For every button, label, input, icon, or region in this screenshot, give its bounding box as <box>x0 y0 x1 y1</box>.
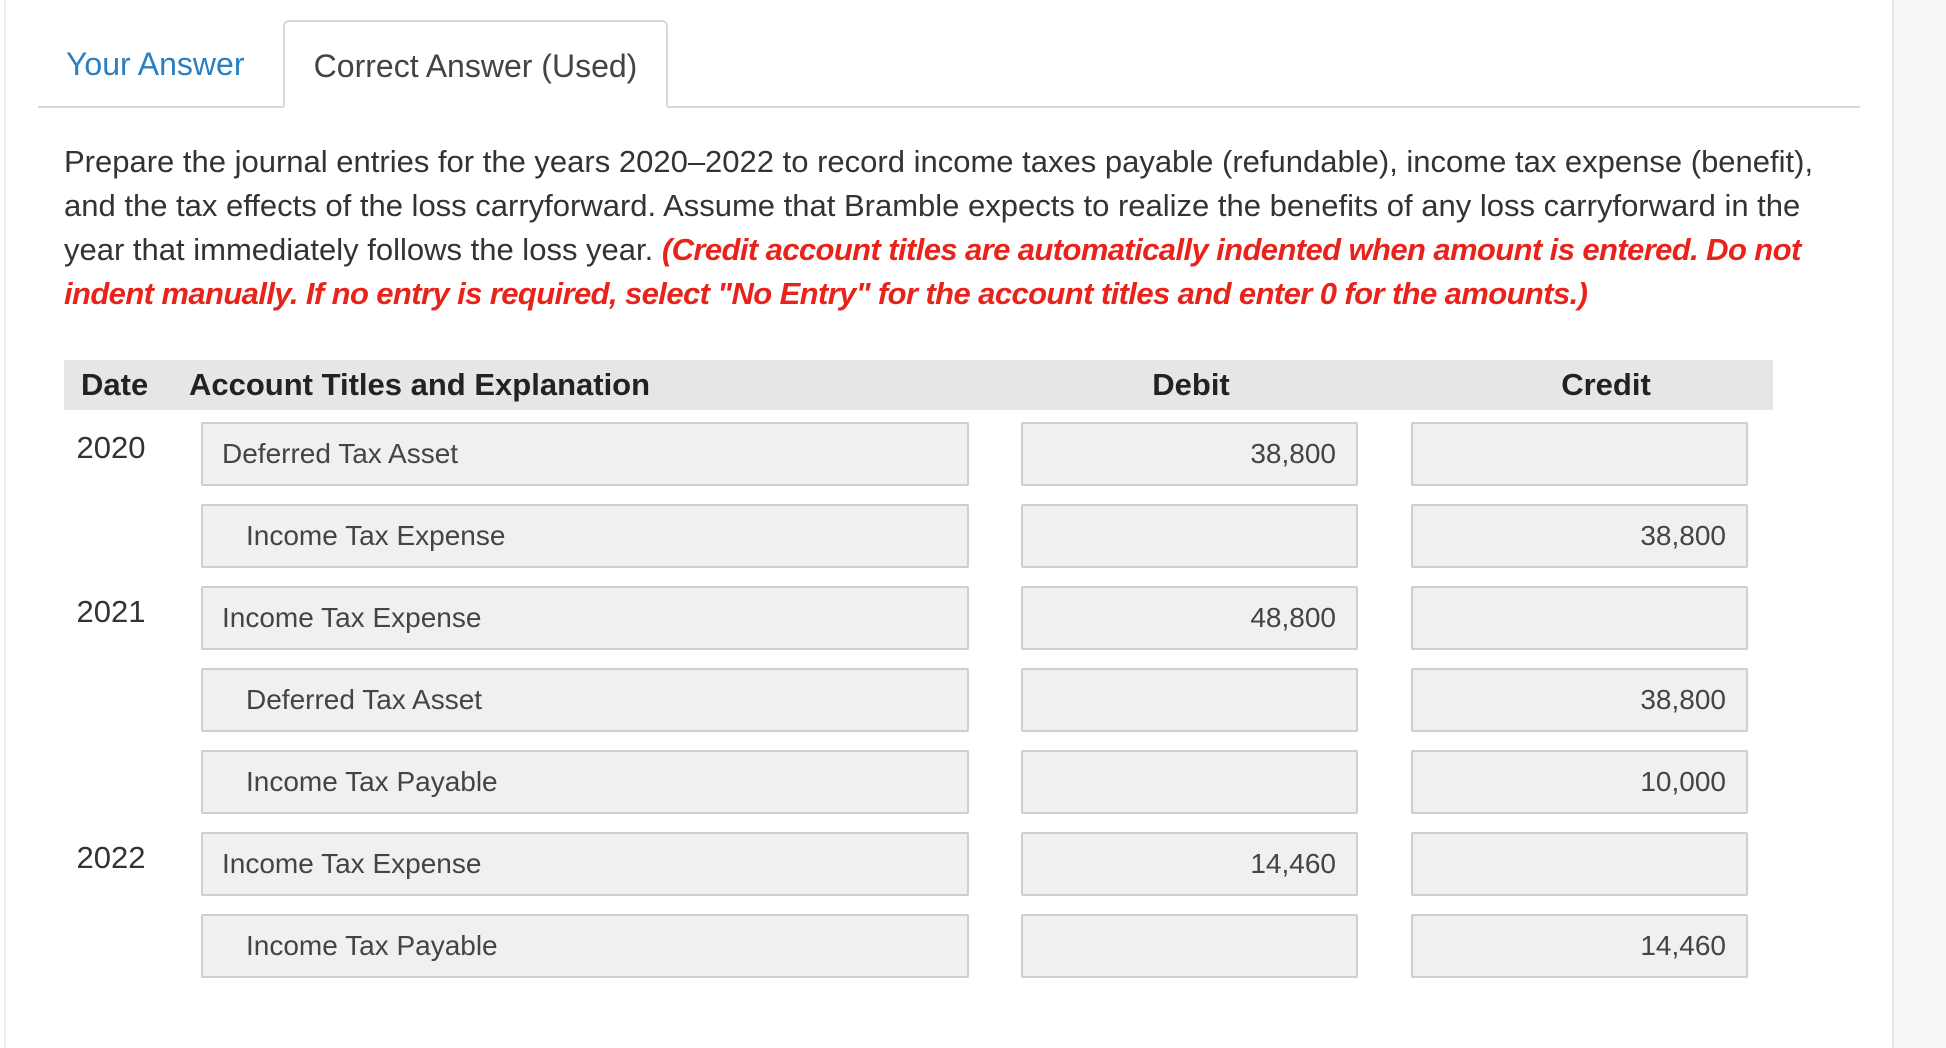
tab-correct-answer[interactable]: Correct Answer (Used) <box>283 20 668 108</box>
debit-amount-field[interactable]: 14,460 <box>1021 832 1358 896</box>
entry-date: 2020 <box>76 430 146 465</box>
debit-amount-field[interactable] <box>1021 504 1358 568</box>
left-border <box>4 0 6 1048</box>
instructions-text: Prepare the journal entries for the years 2020–2022 to record income taxes payable (refundable), income tax expense (benefit), and the tax effects of the loss carryforward. Assume that Bramble expects to realize the benefits of any loss carryforward in the year that immediately follows the loss year. <box>64 144 1814 267</box>
debit-amount-field[interactable] <box>1021 914 1358 978</box>
entry-date: 2021 <box>76 594 146 629</box>
credit-amount-field[interactable] <box>1411 422 1748 486</box>
account-title-field[interactable]: Income Tax Payable <box>201 914 969 978</box>
credit-column-header: Credit <box>1561 367 1651 402</box>
debit-amount-field[interactable] <box>1021 668 1358 732</box>
right-side-panel <box>1892 0 1946 1048</box>
debit-amount-field[interactable]: 38,800 <box>1021 422 1358 486</box>
account-title-field[interactable]: Income Tax Expense <box>201 504 969 568</box>
credit-amount-field[interactable] <box>1411 586 1748 650</box>
account-title-field[interactable]: Income Tax Expense <box>201 586 969 650</box>
account-title-field[interactable]: Deferred Tax Asset <box>201 668 969 732</box>
credit-amount-field[interactable]: 38,800 <box>1411 504 1748 568</box>
credit-amount-field[interactable]: 10,000 <box>1411 750 1748 814</box>
account-title-field[interactable]: Income Tax Payable <box>201 750 969 814</box>
credit-amount-field[interactable] <box>1411 832 1748 896</box>
debit-column-header: Debit <box>1152 367 1230 402</box>
debit-amount-field[interactable]: 48,800 <box>1021 586 1358 650</box>
credit-amount-field[interactable]: 14,460 <box>1411 914 1748 978</box>
account-title-field[interactable]: Income Tax Expense <box>201 832 969 896</box>
tab-your-answer[interactable]: Your Answer <box>66 46 245 82</box>
question-instructions <box>64 140 1844 316</box>
date-column-header: Date <box>81 367 149 402</box>
instructions-note: (Credit account titles are automatically indented when amount is entered. Do not indent manually. If no entry is required, select "No Entry" for the account titles and enter 0 for the amounts.) <box>64 232 1801 311</box>
account-title-field[interactable]: Deferred Tax Asset <box>201 422 969 486</box>
entry-date: 2022 <box>76 840 146 875</box>
credit-amount-field[interactable]: 38,800 <box>1411 668 1748 732</box>
journal-table-header <box>64 360 1773 410</box>
account-column-header: Account Titles and Explanation <box>189 367 651 402</box>
debit-amount-field[interactable] <box>1021 750 1358 814</box>
answer-tabs <box>38 20 1860 108</box>
